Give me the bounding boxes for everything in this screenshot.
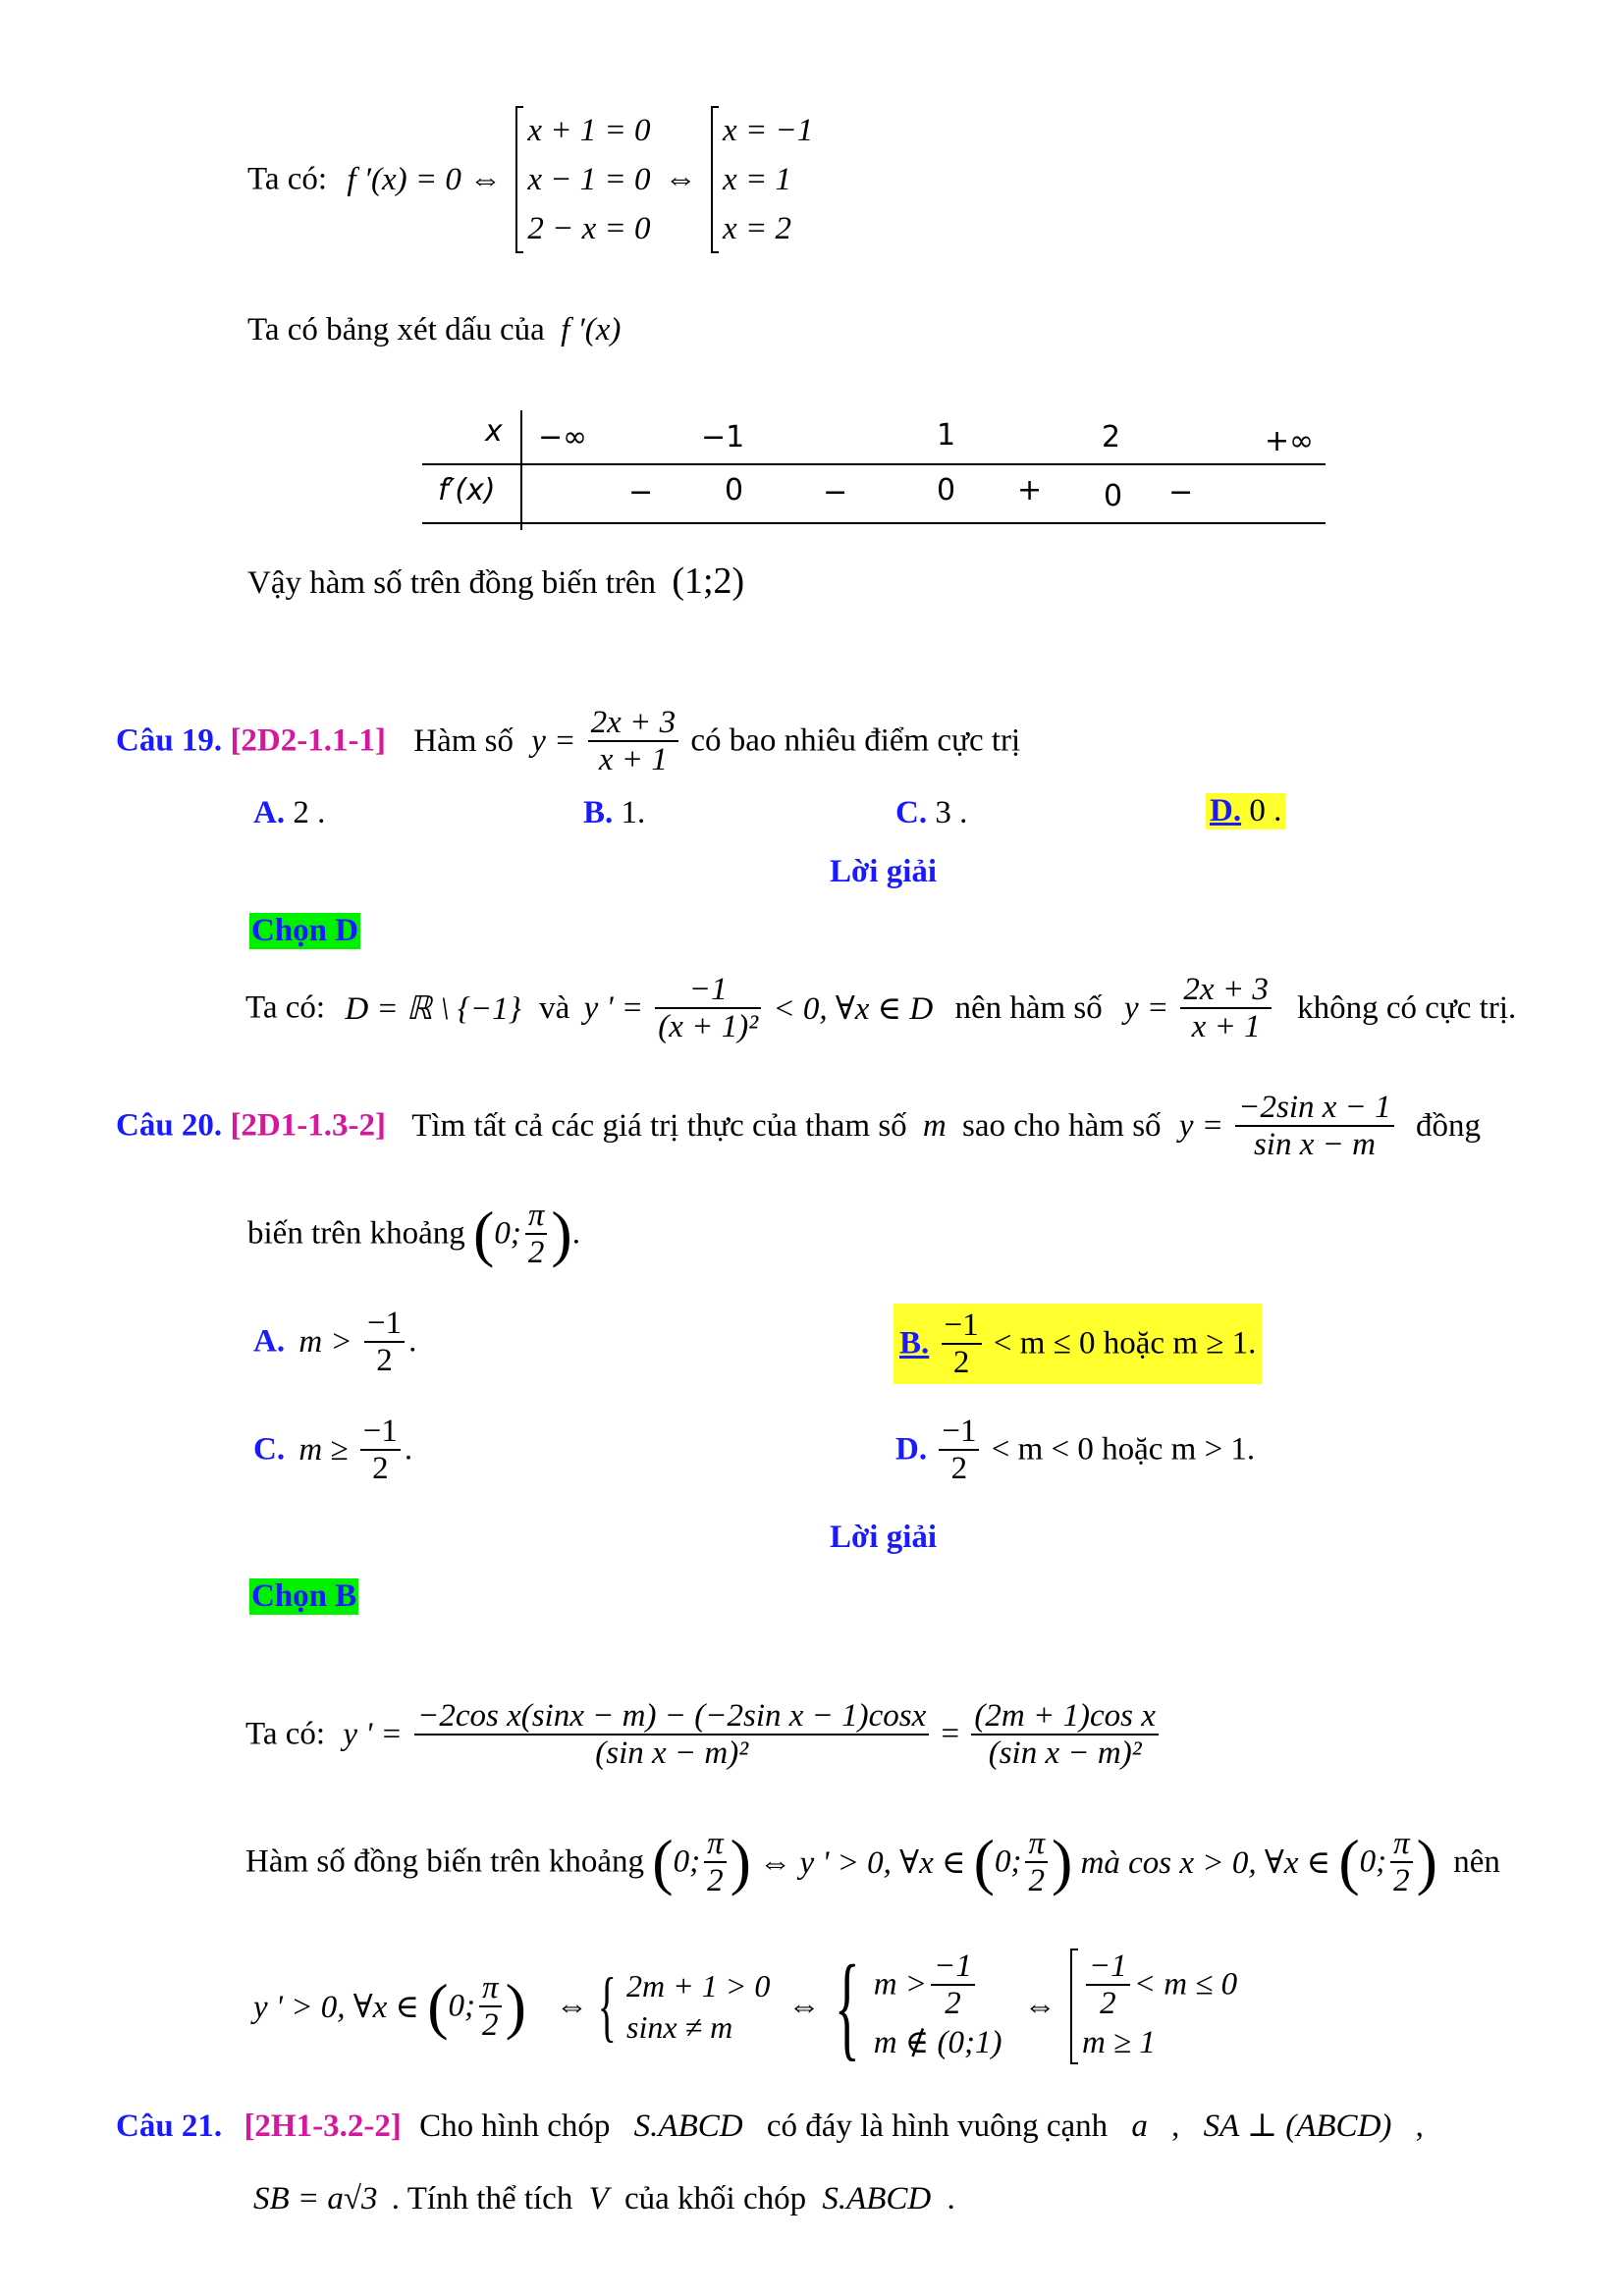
q19-solution-title: Lời giải (830, 854, 938, 889)
q20-sol3-interval: 0; (448, 1988, 476, 2024)
table-zero-1: 0 (725, 473, 744, 507)
conclusion-line (247, 560, 744, 603)
q19-y-eq: y = (531, 722, 576, 759)
q19-sol-fraction (655, 972, 761, 1044)
q20-sol3-a: y ' > 0, ∀x ∈ (253, 1990, 419, 2025)
sys2-line-1: x = −1 (723, 113, 814, 148)
q21-tag: [2H1-3.2-2] (244, 2109, 402, 2144)
q20-sol2-c: mà cos x > 0, ∀x ∈ (1080, 1845, 1331, 1881)
q21-comma-2: , (1415, 2109, 1424, 2144)
q20-pi-half (525, 1198, 548, 1270)
q20-sol3-sys2-num: −1 (931, 1949, 975, 1986)
q19-sol-yprime: y ' = (583, 989, 644, 1026)
derivative-zero-line (247, 106, 819, 253)
question-19 (116, 705, 1020, 777)
q19-fraction (588, 705, 678, 777)
q20-sol1-eq: = (941, 1716, 960, 1752)
q19-option-a-value: 2 . (293, 795, 326, 830)
q20-sol3-brace-2: { (834, 1941, 860, 2071)
q20-sol3-system-1 (626, 1965, 770, 2048)
q20-sol2-b: ⇔ y ' > 0, ∀x ∈ (759, 1845, 966, 1881)
q20-option-c-den: 2 (372, 1451, 389, 1486)
q19-option-b-value: 1. (621, 795, 646, 830)
q20-interval-left: 0; (494, 1215, 521, 1252)
conclusion-text: Vậy hàm số trên đồng biến trên (247, 565, 657, 601)
q21-line-2 (253, 2181, 955, 2217)
q20-sol3-pi-half (479, 1970, 502, 2043)
system-2 (711, 106, 813, 253)
q19-text-before: Hàm số (413, 722, 514, 759)
q19-option-c[interactable] (895, 795, 967, 831)
q20-option-c[interactable]: C. m ≥ $\frac{-1}{2}$ . (253, 1414, 413, 1486)
q19-sol-fnum: 2x + 3 (1180, 972, 1271, 1009)
q19-sol-fn-fraction (1180, 972, 1271, 1044)
sys2-line-3: x = 2 (723, 211, 791, 246)
q20-m: m (922, 1107, 947, 1144)
q19-sol-den: (x + 1)² (658, 1009, 759, 1044)
q20-text-3: đồng (1415, 1107, 1481, 1144)
q20-sol2-pi-half-3 (1390, 1826, 1413, 1898)
table-fprime-label: f′(x) (438, 473, 496, 507)
q19-solution-line (245, 972, 1516, 1044)
q20-sol3-sys2-top (874, 1949, 1002, 2021)
q20-option-b-letter: B. (899, 1325, 930, 1362)
q20-sol3-res-frac (1086, 1949, 1130, 2021)
q20-sol2-d: nên (1453, 1843, 1500, 1880)
q19-option-c-value: 3 . (935, 795, 968, 830)
q19-sol-cond: < 0, ∀x ∈ D (773, 991, 934, 1027)
q20-option-c-frac (360, 1414, 401, 1486)
q20-sol3-two: 2 (482, 2007, 499, 2043)
q20-sol2-two-1: 2 (707, 1863, 724, 1898)
table-zero-2: 0 (937, 473, 956, 507)
q20-option-a[interactable]: A. m > $\frac{-1}{2}$ . (253, 1306, 417, 1378)
q19-frac-num: 2x + 3 (588, 705, 678, 742)
sys1-line-1: x + 1 = 0 (527, 113, 651, 148)
q20-option-c-pre: m ≥ (298, 1431, 349, 1468)
q21-a: a (1131, 2109, 1148, 2144)
q20-option-b-frac (942, 1308, 982, 1380)
q19-sol-fden: x + 1 (1191, 1009, 1261, 1044)
q20-sol-line-1 (245, 1698, 1163, 1771)
q20-option-c-num: −1 (360, 1414, 401, 1451)
q20-option-b[interactable] (893, 1304, 1262, 1384)
q20-sol2-pi-half-1 (704, 1826, 727, 1898)
q20-line-2: biến trên khoảng (0; $\frac{\pi}{2}$ ). (247, 1198, 580, 1270)
q20-open-paren: ( (473, 1199, 495, 1268)
q20-sol2-two-2: 2 (1028, 1863, 1045, 1898)
q20-sol3-sys1-line-1: 2m + 1 > 0 (626, 1968, 771, 2003)
conclusion-interval: (1;2) (672, 561, 745, 602)
q19-option-b[interactable] (583, 795, 645, 831)
system-1 (515, 106, 650, 253)
q21-text-1: Cho hình chóp (419, 2109, 611, 2144)
q20-sol2-a: Hàm số đồng biến trên khoảng (245, 1843, 645, 1880)
q20-fraction (1235, 1090, 1393, 1162)
q19-option-a[interactable] (253, 795, 325, 831)
sign-table-intro (247, 312, 621, 348)
q20-sol1-den-2: (sin x − m)² (988, 1735, 1142, 1771)
q19-option-c-letter: C. (895, 795, 928, 830)
ta-co-label: Ta có: (247, 161, 328, 197)
q21-v: V (588, 2181, 609, 2216)
q21-comma: , (1171, 2109, 1180, 2144)
q19-sol-va: và (539, 989, 570, 1026)
q20-sol-line-2: Hàm số đồng biến trên khoảng (0; $\frac{\pi}{2}$ ) ⇔ y ' > 0, ∀x ∈ (0; $\frac{\pi}{2}$ ) mà cos x > 0, ∀x ∈ (0; $\frac{\pi}{2}$ ) nên (245, 1826, 1500, 1898)
q20-sol2-interval-2: 0; (994, 1843, 1022, 1880)
q19-frac-den: x + 1 (598, 742, 668, 777)
q20-sol3-res-num: −1 (1086, 1949, 1130, 1986)
q21-text-3: . Tính thể tích (391, 2181, 573, 2216)
q20-sol3-sys2-top-pre: m > (873, 1966, 928, 2002)
q20-sol1-ta-co: Ta có: (245, 1716, 326, 1752)
q20-sol3-sys2-frac (931, 1949, 975, 2021)
q20-option-a-letter: A. (253, 1323, 286, 1360)
q20-sol3-sys2-den: 2 (945, 1986, 961, 2021)
q20-frac-den: sin x − m (1253, 1127, 1376, 1162)
q20-option-d-num: −1 (939, 1414, 979, 1451)
table-x-neg-inf: −∞ (538, 420, 588, 454)
q20-text-1: Tìm tất cả các giá trị thực của tham số (411, 1107, 907, 1144)
q19-option-a-letter: A. (253, 795, 286, 830)
sys1-line-2: x − 1 = 0 (527, 162, 651, 197)
q20-sol1-y: y ' = (343, 1716, 403, 1752)
sign-table-intro-text: Ta có bảng xét dấu của (247, 312, 545, 347)
table-sign-3: + (1017, 473, 1043, 507)
q20-sol2-interval-3: 0; (1359, 1843, 1387, 1880)
q20-sol3-res-den: 2 (1100, 1986, 1116, 2021)
table-x-1: 1 (937, 418, 956, 453)
q20-two: 2 (527, 1235, 545, 1270)
table-sign-1: − (628, 475, 654, 509)
q20-sol1-frac-1 (414, 1698, 929, 1771)
q20-sol2-pi-3: π (1390, 1826, 1413, 1863)
q20-solution-title: Lời giải (830, 1520, 938, 1555)
q20-option-b-num: −1 (942, 1308, 982, 1345)
q20-option-d[interactable] (895, 1414, 1255, 1486)
q20-sol1-den-1: (sin x − m)² (595, 1735, 749, 1771)
q20-pi: π (525, 1198, 548, 1235)
q19-sol-nen: nên hàm số (954, 989, 1103, 1026)
q20-option-b-rest: < m ≤ 0 hoặc m ≥ 1. (993, 1325, 1257, 1362)
q20-sol1-num-2: (2m + 1)cos x (971, 1698, 1158, 1735)
fprime-equation: f ′(x) = 0 ⇔ (347, 161, 503, 197)
q19-tag: [2D2-1.1-1] (230, 722, 386, 759)
table-zero-3: 0 (1104, 479, 1123, 513)
q19-option-b-letter: B. (583, 795, 614, 830)
question-21 (116, 2106, 1424, 2145)
q20-option-d-rest: < m < 0 hoặc m > 1. (991, 1431, 1256, 1468)
q20-y-eq: y = (1178, 1107, 1223, 1144)
q20-option-a-den: 2 (376, 1343, 393, 1378)
q21-sabcd-2: S.ABCD (822, 2181, 932, 2216)
q19-label: Câu 19. (116, 722, 223, 759)
q19-option-d-value: 0 . (1249, 793, 1282, 828)
table-sign-4: − (1168, 475, 1194, 509)
q20-sol3-iff-3: ⇔ (1023, 1988, 1056, 2024)
q19-sol-num: −1 (655, 972, 761, 1009)
q20-tag: [2D1-1.3-2] (230, 1107, 386, 1144)
table-mid-line (422, 463, 1326, 465)
q19-text-after: có bao nhiêu điểm cực trị (690, 722, 1021, 759)
q20-option-a-num: −1 (364, 1306, 405, 1343)
q20-option-b-den: 2 (952, 1345, 970, 1380)
q20-close-paren: ) (551, 1199, 572, 1268)
iff-symbol: ⇔ (664, 161, 697, 197)
q20-sol1-frac-2 (971, 1698, 1158, 1771)
q20-chosen-answer: Chọn B (251, 1578, 357, 1614)
table-x-label: x (485, 414, 503, 449)
table-x-minus-1: −1 (701, 420, 745, 454)
q20-sol3-sys2-bottom: m ∉ (0;1) (873, 2025, 1002, 2060)
q21-sabcd: S.ABCD (633, 2109, 743, 2144)
q20-text-4: biến trên khoảng (247, 1215, 465, 1252)
q19-sol-domain: D = ℝ \ {−1} (345, 991, 521, 1027)
q20-sol2-pi-1: π (704, 1826, 727, 1863)
q21-label: Câu 21. (116, 2109, 223, 2144)
table-vertical-line (520, 410, 522, 530)
table-sign-2: − (823, 475, 848, 509)
q20-sol3-result (1070, 1949, 1237, 2064)
q20-sol3-res-top (1082, 1949, 1237, 2021)
q21-end: . (947, 2181, 955, 2216)
q20-text-2: sao cho hàm số (962, 1107, 1162, 1144)
question-20 (116, 1090, 1481, 1162)
q20-sol3-pi: π (479, 1970, 502, 2007)
q20-option-d-letter: D. (895, 1431, 928, 1468)
q21-sb: SB = a√3 (253, 2181, 378, 2216)
q20-option-d-den: 2 (950, 1451, 968, 1486)
q19-option-d[interactable] (1206, 793, 1285, 829)
q20-sol1-num-1: −2cos x(sinx − m) − (−2sin x − 1)cosx (414, 1698, 929, 1735)
q20-sol3-iff-1: ⇔ (556, 1988, 589, 2024)
q20-sol-line-3: y ' > 0, ∀x ∈ (0; $\frac{\pi}{2}$ ) ⇔ { 2m + 1 > 0 sinx ≠ m ⇔ { m > $\frac{-1}{2}$ m ∉ (0;1) ⇔ $\frac{-1}{2}$ < m ≤ 0 m ≥ 1 (253, 1941, 1238, 2071)
table-x-2: 2 (1102, 420, 1121, 454)
q21-text-4: của khối chóp (624, 2181, 807, 2216)
q20-sol2-pi-half-2 (1025, 1826, 1048, 1898)
q20-frac-num: −2sin x − 1 (1235, 1090, 1393, 1127)
q20-sol2-pi-2: π (1025, 1826, 1048, 1863)
table-bottom-line (422, 522, 1326, 524)
q19-chosen-answer: Chọn D (251, 913, 359, 948)
sign-table-fn: f ′(x) (561, 312, 622, 347)
q19-sol-end: không có cực trị. (1297, 989, 1517, 1026)
q19-option-d-letter: D. (1210, 793, 1242, 828)
q20-option-c-letter: C. (253, 1431, 286, 1468)
q21-text-2: có đáy là hình vuông cạnh (766, 2109, 1109, 2144)
q20-label: Câu 20. (116, 1107, 223, 1144)
q20-option-a-frac (364, 1306, 405, 1378)
q20-sol2-interval-1: 0; (673, 1843, 701, 1880)
q20-sol3-iff-2: ⇔ (787, 1988, 821, 2024)
q20-sol3-sys1-line-2: sinx ≠ m (626, 2009, 733, 2045)
sys1-line-3: 2 − x = 0 (527, 211, 651, 246)
q20-option-a-pre: m > (298, 1323, 352, 1360)
q19-sol-ta-co: Ta có: (245, 989, 326, 1026)
q20-sol3-system-2 (874, 1949, 1002, 2064)
q20-option-d-frac (939, 1414, 979, 1486)
q20-sol2-two-3: 2 (1393, 1863, 1410, 1898)
q20-sol3-res-bottom: m ≥ 1 (1081, 2025, 1156, 2060)
q20-sol3-res-rest: < m ≤ 0 (1133, 1966, 1238, 2002)
q19-sol-y: y = (1124, 989, 1169, 1026)
q21-sa-perp: SA ⊥ (ABCD) (1203, 2109, 1392, 2144)
sys2-line-2: x = 1 (723, 162, 791, 197)
table-x-pos-inf: +∞ (1265, 424, 1315, 458)
q20-sol3-brace-1: { (597, 1963, 618, 2050)
